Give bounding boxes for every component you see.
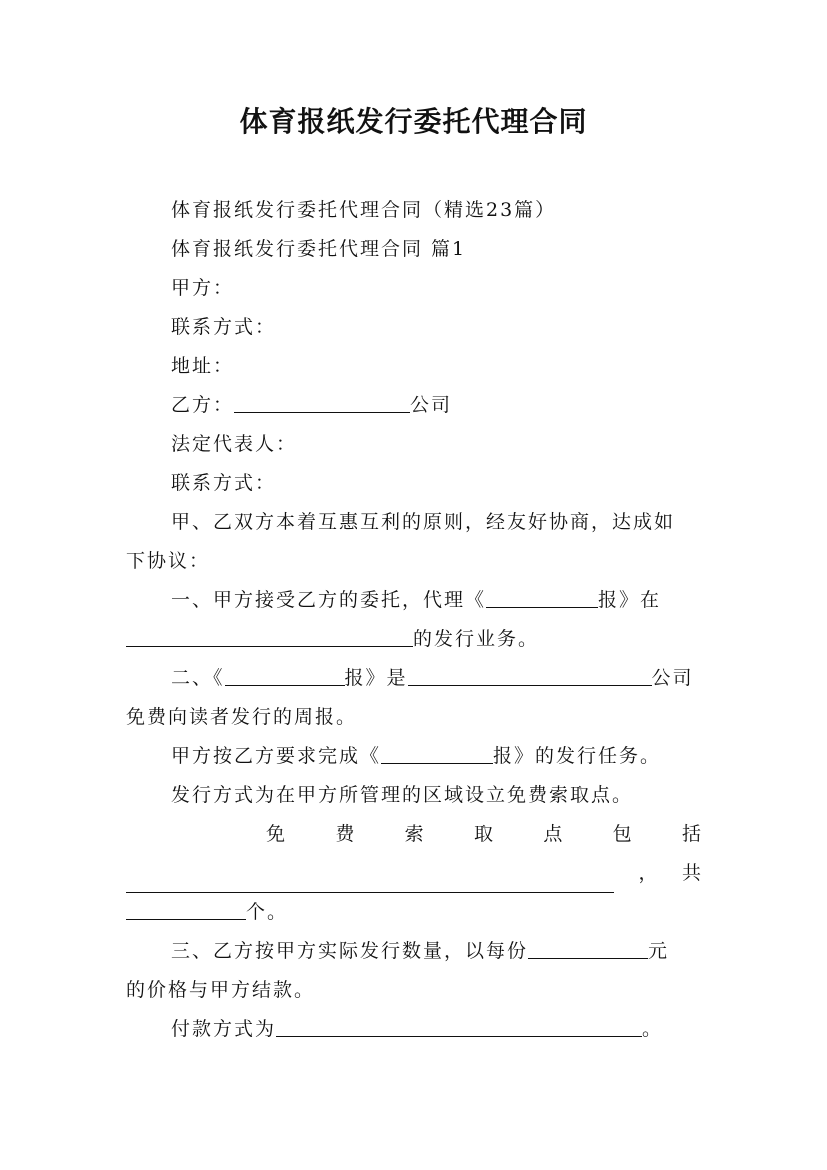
pickup-char: 费: [335, 823, 355, 845]
pickup-char: 免: [266, 823, 286, 845]
clause-2-text: 二、《: [171, 667, 225, 689]
pickup-char: 点: [543, 823, 563, 845]
task-text: 甲方按乙方要求完成《: [171, 745, 382, 767]
pickup-points-line: [126, 815, 701, 854]
party-b-suffix: 公司: [410, 394, 453, 416]
pickup-char: 包: [612, 823, 632, 845]
party-b-line: [126, 386, 701, 425]
payment-method-blank: [276, 1016, 642, 1037]
clause-3-unit: 元: [648, 940, 670, 962]
document-body: [126, 191, 701, 1049]
total-text: 共: [681, 862, 701, 884]
clause-2-text-b: 报》是: [344, 667, 408, 689]
clause-3-line-2: 的价格与甲方结款。: [126, 979, 316, 1001]
company-name-blank: [408, 665, 652, 686]
pickup-count-line: [126, 893, 701, 932]
party-b-contact: 联系方式：: [171, 472, 277, 494]
pickup-char: 索: [404, 823, 424, 845]
section-heading: 体育报纸发行委托代理合同 篇1: [171, 238, 467, 260]
pickup-char: 取: [473, 823, 493, 845]
distribution-method: 发行方式为在甲方所管理的区域设立免费索取点。: [171, 784, 634, 806]
clause-1-text-b: 报》在: [598, 589, 662, 611]
agreement-intro-cont: 下协议：: [126, 550, 211, 572]
payment-line: [126, 1010, 701, 1049]
clause-2-line-2: 免费向读者发行的周报。: [126, 706, 358, 728]
clause-1-line-2: [126, 620, 701, 659]
subtitle-line: 体育报纸发行委托代理合同（精选23篇）: [171, 199, 557, 221]
legal-rep-label: 法定代表人：: [171, 433, 298, 455]
pickup-count-suffix: 个。: [246, 901, 289, 923]
party-a-contact: 联系方式：: [171, 316, 277, 338]
party-b-label: 乙方：: [171, 394, 235, 416]
newspaper-name-blank-2: [225, 665, 345, 686]
task-text-b: 报》的发行任务。: [493, 745, 662, 767]
clause-3-line: [126, 932, 701, 971]
party-b-blank: [234, 392, 410, 413]
pickup-points-blank: [126, 872, 614, 893]
clause-1-line: [126, 581, 701, 620]
price-blank: [528, 938, 648, 959]
agreement-intro: 甲、乙双方本着互惠互利的原则，经友好协商，达成如: [171, 511, 676, 533]
newspaper-name-blank-3: [381, 743, 493, 764]
party-a-label: 甲方：: [171, 277, 235, 299]
clause-2-text-c: 公司: [651, 667, 694, 689]
payment-end: 。: [642, 1018, 664, 1040]
party-a-address: 地址：: [171, 355, 235, 377]
clause-1-text-c: 的发行业务。: [413, 628, 540, 650]
task-line: [126, 737, 701, 776]
pickup-count-blank: [126, 899, 246, 920]
clause-1-text: 一、甲方接受乙方的委托，代理《: [171, 589, 487, 611]
document-title: 体育报纸发行委托代理合同: [239, 105, 588, 138]
pickup-points-line-2: [126, 854, 701, 893]
clause-2-line: [126, 659, 701, 698]
newspaper-name-blank: [486, 587, 598, 608]
comma-text: ，: [638, 862, 658, 884]
pickup-char: 括: [681, 823, 701, 845]
region-blank: [126, 626, 413, 647]
payment-text: 付款方式为: [171, 1018, 277, 1040]
clause-3-text: 三、乙方按甲方实际发行数量，以每份: [171, 940, 529, 962]
